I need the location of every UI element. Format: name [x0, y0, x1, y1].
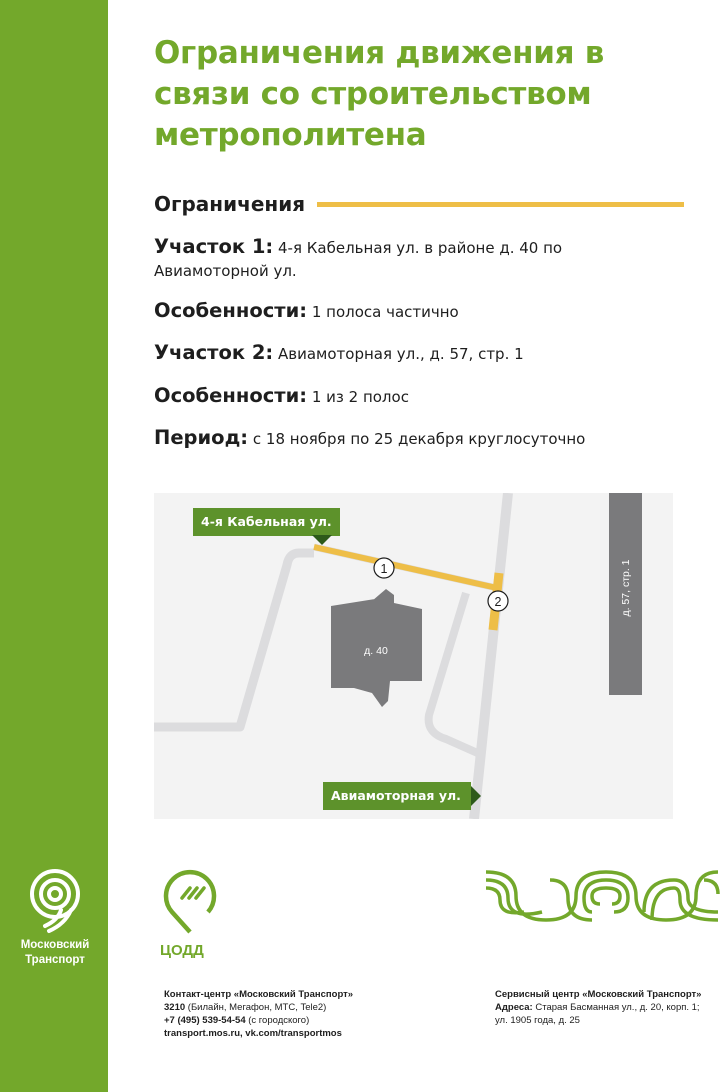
item-period [154, 426, 674, 451]
section-rule [312, 202, 684, 207]
contact-center-title: Контакт-центр «Московский Транспорт» [164, 989, 354, 1000]
item-label: Участок 1: [154, 235, 274, 258]
item-text: 1 из 2 полос [311, 388, 409, 406]
item-label: Особенности: [154, 299, 308, 322]
road-aviamotornaya [474, 493, 508, 819]
mos-pattern-icon [484, 866, 720, 924]
phone-note: (с городского) [248, 1015, 310, 1026]
address-label: Адреса: [495, 1002, 533, 1013]
item-section-2 [154, 341, 674, 366]
moscow-transport-caption-2: Транспорт [25, 954, 85, 966]
address-line-2: ул. 1905 года, д. 25 [495, 1015, 580, 1026]
phone-number[interactable]: +7 (495) 539-54-54 [164, 1015, 246, 1026]
street-tag-cable: 4-я Кабельная ул. [193, 508, 340, 536]
contact-center-block [164, 988, 454, 1040]
building-57-label: д. 57, стр. 1 [620, 559, 632, 617]
service-center-block [495, 988, 715, 1027]
section-heading [154, 190, 684, 220]
page-title: Ограничения движения в связи со строительством метрополитена [154, 35, 605, 153]
item-text: 4-я Кабельная ул. в районе д. 40 по Авиамоторной ул. [154, 239, 563, 280]
address-line-1: Старая Басманная ул., д. 20, корп. 1; [535, 1002, 700, 1013]
item-text: Авиамоторная ул., д. 57, стр. 1 [278, 345, 524, 363]
item-label: Особенности: [154, 384, 308, 407]
service-center-title: Сервисный центр «Московский Транспорт» [495, 989, 702, 1000]
item-label: Участок 2: [154, 341, 274, 364]
item-text: 1 полоса частично [311, 303, 459, 321]
item-feature-2 [154, 384, 674, 409]
contact-links[interactable]: transport.mos.ru, vk.com/transportmos [164, 1028, 342, 1039]
section-heading-text: Ограничения [154, 190, 317, 218]
item-feature-1 [154, 299, 674, 324]
moscow-transport-caption-1: Московский [20, 939, 90, 951]
codd-logo [160, 866, 230, 959]
item-label: Период: [154, 426, 249, 449]
road-loop-right [429, 593, 482, 755]
short-number-note: (Билайн, Мегафон, МТС, Tele2) [187, 1002, 327, 1013]
road-loop-left [154, 553, 314, 727]
restriction-segment-1 [314, 547, 497, 588]
codd-caption: ЦОДД [160, 942, 204, 959]
codd-logo-icon [160, 866, 220, 936]
building-40-label: д. 40 [364, 645, 388, 657]
map-drawing [154, 493, 673, 819]
item-text: с 18 ноября по 25 декабря круглосуточно [252, 430, 586, 448]
short-number[interactable]: 3210 [164, 1002, 186, 1013]
mos-pattern-logo [484, 866, 720, 928]
marker-1-label: 1 [380, 562, 388, 576]
street-tag-aviamotornaya: Авиамоторная ул. [323, 782, 471, 810]
map [154, 493, 673, 819]
item-section-1 [154, 235, 674, 283]
marker-2-label: 2 [494, 595, 502, 609]
moscow-transport-logo-icon [25, 868, 85, 934]
moscow-transport-logo [10, 868, 100, 968]
